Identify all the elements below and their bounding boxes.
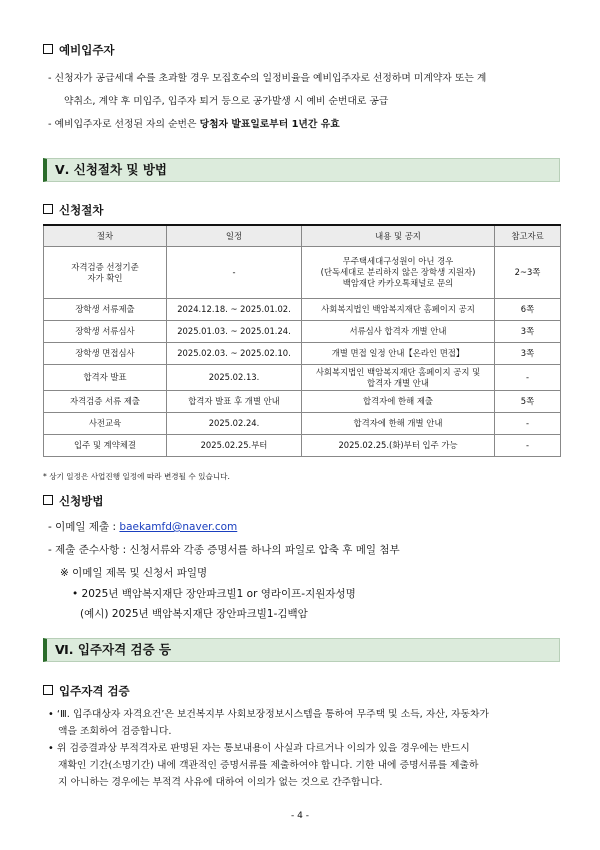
table-row — [44, 343, 561, 365]
schedule-note: * 상기 일정은 사업진행 일정에 따라 변경될 수 있습니다. — [43, 472, 230, 481]
ref-cell: 2~3쪽 — [495, 247, 561, 299]
table-row — [44, 321, 561, 343]
reserve-line-2-prefix: - 예비입주자로 선정된 자의 순번은 — [48, 119, 200, 130]
step-cell: 합격자 발표 — [44, 365, 167, 391]
schedule-table — [43, 224, 561, 457]
page-number: - 4 - — [291, 811, 309, 821]
method-note: ※ 이메일 제목 및 신청서 파일명 — [60, 567, 208, 579]
date-cell: 2025.01.03. ~ 2025.01.24. — [167, 321, 302, 343]
section-5-header: Ⅴ. 신청절차 및 방법 — [43, 158, 560, 182]
verify-bullet-2a: • 위 검증결과상 부적격자로 판명된 자는 통보내용이 사실과 다르거나 이의가 있을 경우에는 반드시 — [48, 743, 470, 754]
date-cell: 2025.02.03. ~ 2025.02.10. — [167, 343, 302, 365]
table-row — [44, 435, 561, 457]
step-cell: 자격검증 선정기준 자가 확인 — [44, 247, 167, 299]
content-cell: 서류심사 합격자 개별 안내 — [302, 321, 495, 343]
ref-cell: - — [495, 435, 561, 457]
ref-cell: 6쪽 — [495, 299, 561, 321]
schedule-header-row — [44, 225, 561, 247]
content-cell: 2025.02.25.(화)부터 입주 가능 — [302, 435, 495, 457]
method-heading — [43, 493, 103, 509]
verify-bullet-2b: 재확인 기간(소명기간) 내에 객관적인 증명서류를 제출하여야 합니다. 기한 내에 증명서류를 제출하 — [58, 760, 479, 771]
email-prefix: - 이메일 제출 : — [48, 521, 120, 533]
ref-cell: - — [495, 365, 561, 391]
verify-bullet-1a: • ‘Ⅲ. 입주대상자 자격요건’은 보건복지부 사회보장정보시스템을 통하여 무주택 및 소득, 자산, 자동차가 — [48, 709, 489, 720]
content-cell: 개별 면접 일정 안내【온라인 면접】 — [302, 343, 495, 365]
reserve-line-2-bold: 당첨자 발표일로부터 1년간 유효 — [199, 119, 340, 130]
content-cell: 사회복지법인 백암복지재단 홈페이지 공지 및 합격자 개별 안내 — [302, 365, 495, 391]
method-title: 신청방법 — [59, 494, 104, 508]
checkbox-square-icon — [43, 44, 53, 54]
table-row — [44, 247, 561, 299]
reserve-line-1: - 신청자가 공급세대 수를 초과할 경우 모집호수의 일정비율을 예비입주자로 선정하며 미계약자 또는 계 — [48, 73, 487, 84]
step-cell: 입주 및 계약체결 — [44, 435, 167, 457]
checkbox-square-icon — [43, 204, 53, 214]
step-cell: 사전교육 — [44, 413, 167, 435]
verify-bullet-1b: 액을 조회하여 검증합니다. — [58, 726, 172, 737]
date-cell: 합격자 발표 후 개별 안내 — [167, 391, 302, 413]
date-cell: - — [167, 247, 302, 299]
verify-heading — [43, 683, 130, 699]
ref-cell: 3쪽 — [495, 343, 561, 365]
procedure-heading — [43, 202, 103, 218]
method-email-line — [48, 519, 237, 534]
method-example: (예시) 2025년 백암복지재단 장안파크빌1-김백암 — [80, 608, 308, 620]
date-cell: 2024.12.18. ~ 2025.01.02. — [167, 299, 302, 321]
date-cell: 2025.02.13. — [167, 365, 302, 391]
checkbox-square-icon — [43, 685, 53, 695]
content-cell: 사회복지법인 백암복지재단 홈페이지 공지 — [302, 299, 495, 321]
header-ref: 참고자료 — [495, 225, 561, 247]
header-content: 내용 및 공지 — [302, 225, 495, 247]
step-cell: 장학생 서류심사 — [44, 321, 167, 343]
method-bullet: • 2025년 백암복지재단 장안파크빌1 or 영라이프-지원자성명 — [72, 588, 356, 600]
reserve-title: 예비입주자 — [59, 43, 115, 57]
procedure-title: 신청절차 — [59, 203, 104, 217]
ref-cell: - — [495, 413, 561, 435]
checkbox-square-icon — [43, 495, 53, 505]
reserve-heading — [43, 42, 115, 58]
email-link[interactable]: baekamfd@naver.com — [119, 521, 238, 533]
verify-bullet-2c: 지 아니하는 경우에는 부적격 사유에 대하여 이의가 없는 것으로 간주합니다. — [58, 777, 383, 788]
table-row — [44, 299, 561, 321]
date-cell: 2025.02.24. — [167, 413, 302, 435]
content-cell: 합격자에 한해 제출 — [302, 391, 495, 413]
table-row — [44, 391, 561, 413]
header-date: 일정 — [167, 225, 302, 247]
section-6-header: Ⅵ. 입주자격 검증 등 — [43, 638, 560, 662]
step-cell: 자격검증 서류 제출 — [44, 391, 167, 413]
content-cell: 합격자에 한해 개별 안내 — [302, 413, 495, 435]
method-rule: - 제출 준수사항 : 신청서류와 각종 증명서를 하나의 파일로 압축 후 메일 첨부 — [48, 544, 400, 556]
table-row — [44, 365, 561, 391]
ref-cell: 5쪽 — [495, 391, 561, 413]
table-row — [44, 413, 561, 435]
step-cell: 장학생 면접심사 — [44, 343, 167, 365]
reserve-line-1b: 약취소, 계약 후 미입주, 입주자 퇴거 등으로 공가발생 시 예비 순번대로 공급 — [64, 96, 389, 107]
content-cell: 무주택세대구성원이 아닌 경우 (단독세대로 분리하지 않은 장학생 지원자) 백암재단 카카오톡채널로 문의 — [302, 247, 495, 299]
verify-title: 입주자격 검증 — [59, 684, 130, 698]
reserve-line-2 — [48, 118, 340, 131]
step-cell: 장학생 서류제출 — [44, 299, 167, 321]
date-cell: 2025.02.25.부터 — [167, 435, 302, 457]
ref-cell: 3쪽 — [495, 321, 561, 343]
header-step: 절차 — [44, 225, 167, 247]
